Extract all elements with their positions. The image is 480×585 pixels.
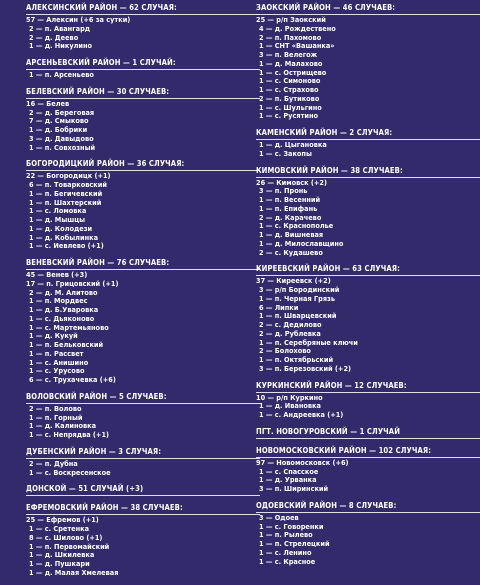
settlement-line: 16 — Белев <box>26 98 70 108</box>
district-section <box>256 446 480 494</box>
settlement-line: 1 — п. Совхозный <box>29 142 96 152</box>
district-title: ЕФРЕМОВСКИЙ РАЙОН — 38 СЛУЧАЕВ: <box>26 503 183 513</box>
settlement-line: 26 — Кимовск (+2) <box>256 177 327 187</box>
district-title: АРСЕНЬЕВСКИЙ РАЙОН — 1 СЛУЧАЙ: <box>26 58 176 67</box>
settlement-line: 2 — д. Карачево <box>259 212 322 222</box>
divider <box>256 512 480 513</box>
settlement-line: 1 — с. Говоренки <box>259 521 324 531</box>
settlement-line: 2 — д. М. Алитово <box>29 287 98 297</box>
settlement-line: 1 — п. Первомайский <box>29 541 110 551</box>
settlement-line: 6 — Липки <box>259 302 299 312</box>
settlement-line: 1 — п. Стрелецкий <box>259 539 330 548</box>
settlement-line: 2 — п. Дубна <box>29 458 78 468</box>
district-section <box>26 87 260 153</box>
settlement-line: 1 — п. Серебряные ключи <box>259 337 358 347</box>
settlement-line: 1 — СНТ «Вашанка» <box>259 41 335 51</box>
settlement-line: 1 — с. Русятино <box>259 111 319 121</box>
district-section <box>256 501 480 567</box>
district-section <box>26 447 260 478</box>
settlement-line: 4 — д. Рождествено <box>259 23 336 33</box>
settlement-line: 1 — д. Урванка <box>259 475 317 485</box>
left-column <box>26 3 260 585</box>
settlement-line: 2 — п. Авангард <box>29 23 91 33</box>
settlement-line: 1 — д. Милославщино <box>259 238 344 248</box>
settlement-line: 1 — п. Мордвес <box>29 296 88 306</box>
district-title: НОВОМОСКОВСКИЙ РАЙОН — 102 СЛУЧАЯ: <box>256 445 432 455</box>
settlement-line: 2 — с. Кудашево <box>259 247 323 257</box>
district-section <box>26 159 260 251</box>
district-title: БЕЛЕВСКИЙ РАЙОН — 30 СЛУЧАЕВ: <box>26 86 170 96</box>
settlement-line: 1 — д. Вишневая <box>259 230 324 239</box>
settlement-line: 1 — п. Шварцевский <box>259 311 337 321</box>
settlement-line: 22 — Богородицк (+1) <box>26 171 111 181</box>
settlement-line: 1 — п. Бельковский <box>29 340 104 349</box>
settlement-line: 1 — с. Анишино <box>29 357 89 367</box>
settlement-line: 1 — п. Черная Грязь <box>259 293 336 303</box>
district-title: ДОНСКОЙ — 51 СЛУЧАЙ (+3) <box>26 484 144 494</box>
district-title: ЗАОКСКИЙ РАЙОН — 46 СЛУЧАЕВ: <box>256 3 396 12</box>
settlement-line: 1 — с. Непрядва (+1) <box>29 430 110 439</box>
settlement-line: 1 — с. Мартемьяново <box>29 322 109 332</box>
district-section <box>256 3 480 121</box>
settlement-line: 1 — п. Весенний <box>259 195 321 204</box>
settlement-line: 1 — д. Шкилевка <box>29 550 95 560</box>
settlement-line: 1 — с. Красное <box>259 556 316 566</box>
settlement-line: 1 — д. Цыгановка <box>259 140 327 149</box>
district-title: БОГОРОДИЦКИЙ РАЙОН — 36 СЛУЧАЯ: <box>26 159 185 169</box>
district-title: ВЕНЕВСКИЙ РАЙОН — 76 СЛУЧАЕВ: <box>26 258 170 267</box>
settlement-line: 1 — д. Кукуй <box>29 331 78 341</box>
settlement-line: 8 — с. Шилово (+1) <box>29 532 103 542</box>
settlement-line: 1 — д. Колодези <box>29 223 93 233</box>
settlement-line: 2 — д. Береговая <box>29 107 95 117</box>
district-title: ДУБЕНСКИЙ РАЙОН — 3 СЛУЧАЯ: <box>26 446 162 456</box>
district-title: ОДОЕВСКИЙ РАЙОН — 8 СЛУЧАЕВ: <box>256 500 397 510</box>
district-section <box>256 264 480 373</box>
settlement-line: 1 — д. Малая Хмелевая <box>29 567 119 577</box>
settlement-line: 1 — п. Арсеньево <box>29 70 94 79</box>
settlement-line: 3 — р/п Бородинский <box>259 285 340 294</box>
settlement-line: 6 — с. Трухачевка (+6) <box>29 375 116 384</box>
district-section <box>26 484 260 496</box>
settlement-line: 1 — д. Калиновка <box>29 421 97 431</box>
divider <box>256 438 480 439</box>
settlement-line: 1 — п. Горный <box>29 412 83 422</box>
settlement-line: 1 — д. Б.Уваровка <box>29 305 99 314</box>
settlement-line: 45 — Венев (+3) <box>26 270 88 279</box>
settlement-line: 1 — с. Острищево <box>259 67 327 77</box>
settlement-line: 1 — п. Рассвет <box>29 348 84 358</box>
district-title: АЛЕКСИНСКИЙ РАЙОН — 62 СЛУЧАЯ: <box>26 3 177 12</box>
district-title: КИМОВСКИЙ РАЙОН — 38 СЛУЧАЕВ: <box>256 165 403 175</box>
settlement-line: 10 — р/п Куркино <box>256 392 323 402</box>
settlement-line: 2 — д. Рублевка <box>259 328 321 338</box>
district-title: ПГТ. НОВОГУРОВСКИЙ — 1 СЛУЧАЙ <box>256 426 401 436</box>
district-title: КИРЕЕВСКИЙ РАЙОН — 63 СЛУЧАЯ: <box>256 264 400 274</box>
settlement-line: 37 — Киреевск (+2) <box>256 276 331 286</box>
settlement-line: 1 — д. Бобрики <box>29 125 88 134</box>
settlement-line: 57 — Алексин (+6 за сутки) <box>26 15 131 24</box>
settlement-line: 3 — п. Велегож <box>259 50 318 59</box>
settlement-line: 1 — д. Никулино <box>29 41 93 51</box>
settlement-line: 1 — д. Кобылинка <box>29 232 99 242</box>
settlement-line: 2 — д. Деево <box>29 32 79 42</box>
district-section <box>256 128 480 159</box>
right-column <box>256 3 480 573</box>
settlement-line: 1 — с. Ломовка <box>29 206 87 216</box>
settlement-line: 1 — д. Малахово <box>259 58 323 68</box>
settlement-line: 1 — с. Спасское <box>259 466 319 476</box>
settlement-line: 1 — с. Андреевка (+1) <box>259 410 344 419</box>
district-section <box>256 166 480 258</box>
district-title: ВОЛОВСКИЙ РАЙОН — 5 СЛУЧАЕВ: <box>26 391 167 401</box>
settlement-line: 1 — с. Воскресенское <box>29 467 111 477</box>
settlement-line: 1 — д. Мышцы <box>29 215 86 224</box>
divider <box>26 495 260 496</box>
settlement-line: 1 — д. Ивановка <box>259 401 321 411</box>
settlement-line: 1 — п. Октябрьский <box>259 355 334 364</box>
settlement-line: 25 — Ефремов (+1) <box>26 515 99 525</box>
divider <box>26 514 260 515</box>
settlement-line: 3 — д. Давыдово <box>29 133 94 143</box>
settlement-line: 1 — с. Дьяконово <box>29 313 95 323</box>
settlement-line: 1 — с. Страхово <box>259 85 319 94</box>
settlement-line: 1 — п. Шахтерский <box>29 197 102 207</box>
settlement-line: 1 — п. Рылево <box>259 530 313 540</box>
settlement-line: 1 — п. Епифань <box>259 203 318 213</box>
settlement-line: 1 — с. Ленино <box>259 547 312 557</box>
district-section <box>26 503 260 577</box>
district-section <box>256 381 480 420</box>
settlement-line: 1 — д. Пушкари <box>29 559 90 568</box>
district-title: КУРКИНСКИЙ РАЙОН — 12 СЛУЧАЕВ: <box>256 380 407 390</box>
district-section <box>26 58 260 80</box>
settlement-line: 2 — п. Волово <box>29 403 82 413</box>
settlement-line: 17 — п. Грицовский (+1) <box>26 278 119 288</box>
settlement-line: 3 — п. Ширинский <box>259 484 329 493</box>
settlement-line: 3 — п. Пронь <box>259 186 308 196</box>
settlement-line: 1 — с. Иевлево (+1) <box>29 241 104 251</box>
district-section <box>26 3 260 51</box>
settlement-line: 1 — с. Закопы <box>259 148 312 158</box>
district-section <box>26 392 260 440</box>
settlement-line: 2 — п. Бутиково <box>259 93 320 103</box>
district-title: КАМЕНСКИЙ РАЙОН — 2 СЛУЧАЯ: <box>256 128 393 137</box>
settlement-line: 1 — с. Сретенка <box>29 524 90 533</box>
settlement-line: 6 — п. Товарковский <box>29 180 107 189</box>
settlement-line: 3 — п. Березовский (+2) <box>259 363 352 373</box>
settlement-line: 1 — п. Бегичевский <box>29 188 103 198</box>
settlement-line: 2 — Болохово <box>259 346 311 356</box>
settlement-line: 7 — д. Смыково <box>29 116 89 126</box>
settlement-line: 1 — с. Урусово <box>29 366 85 376</box>
district-section <box>26 258 260 385</box>
settlement-line: 3 — Одоев <box>259 512 299 522</box>
settlement-line: 2 — с. Дедилово <box>259 320 322 329</box>
settlement-line: 1 — с. Краснополье <box>259 221 334 231</box>
district-section <box>256 427 480 439</box>
settlement-line: 1 — с. Шульгино <box>259 102 322 112</box>
settlement-line: 25 — р/п Заокский <box>256 15 326 24</box>
settlement-line: 1 — с. Симоново <box>259 76 321 86</box>
settlement-line: 2 — п. Пахомово <box>259 32 322 42</box>
settlement-line: 97 — Новомосковск (+6) <box>256 457 349 467</box>
